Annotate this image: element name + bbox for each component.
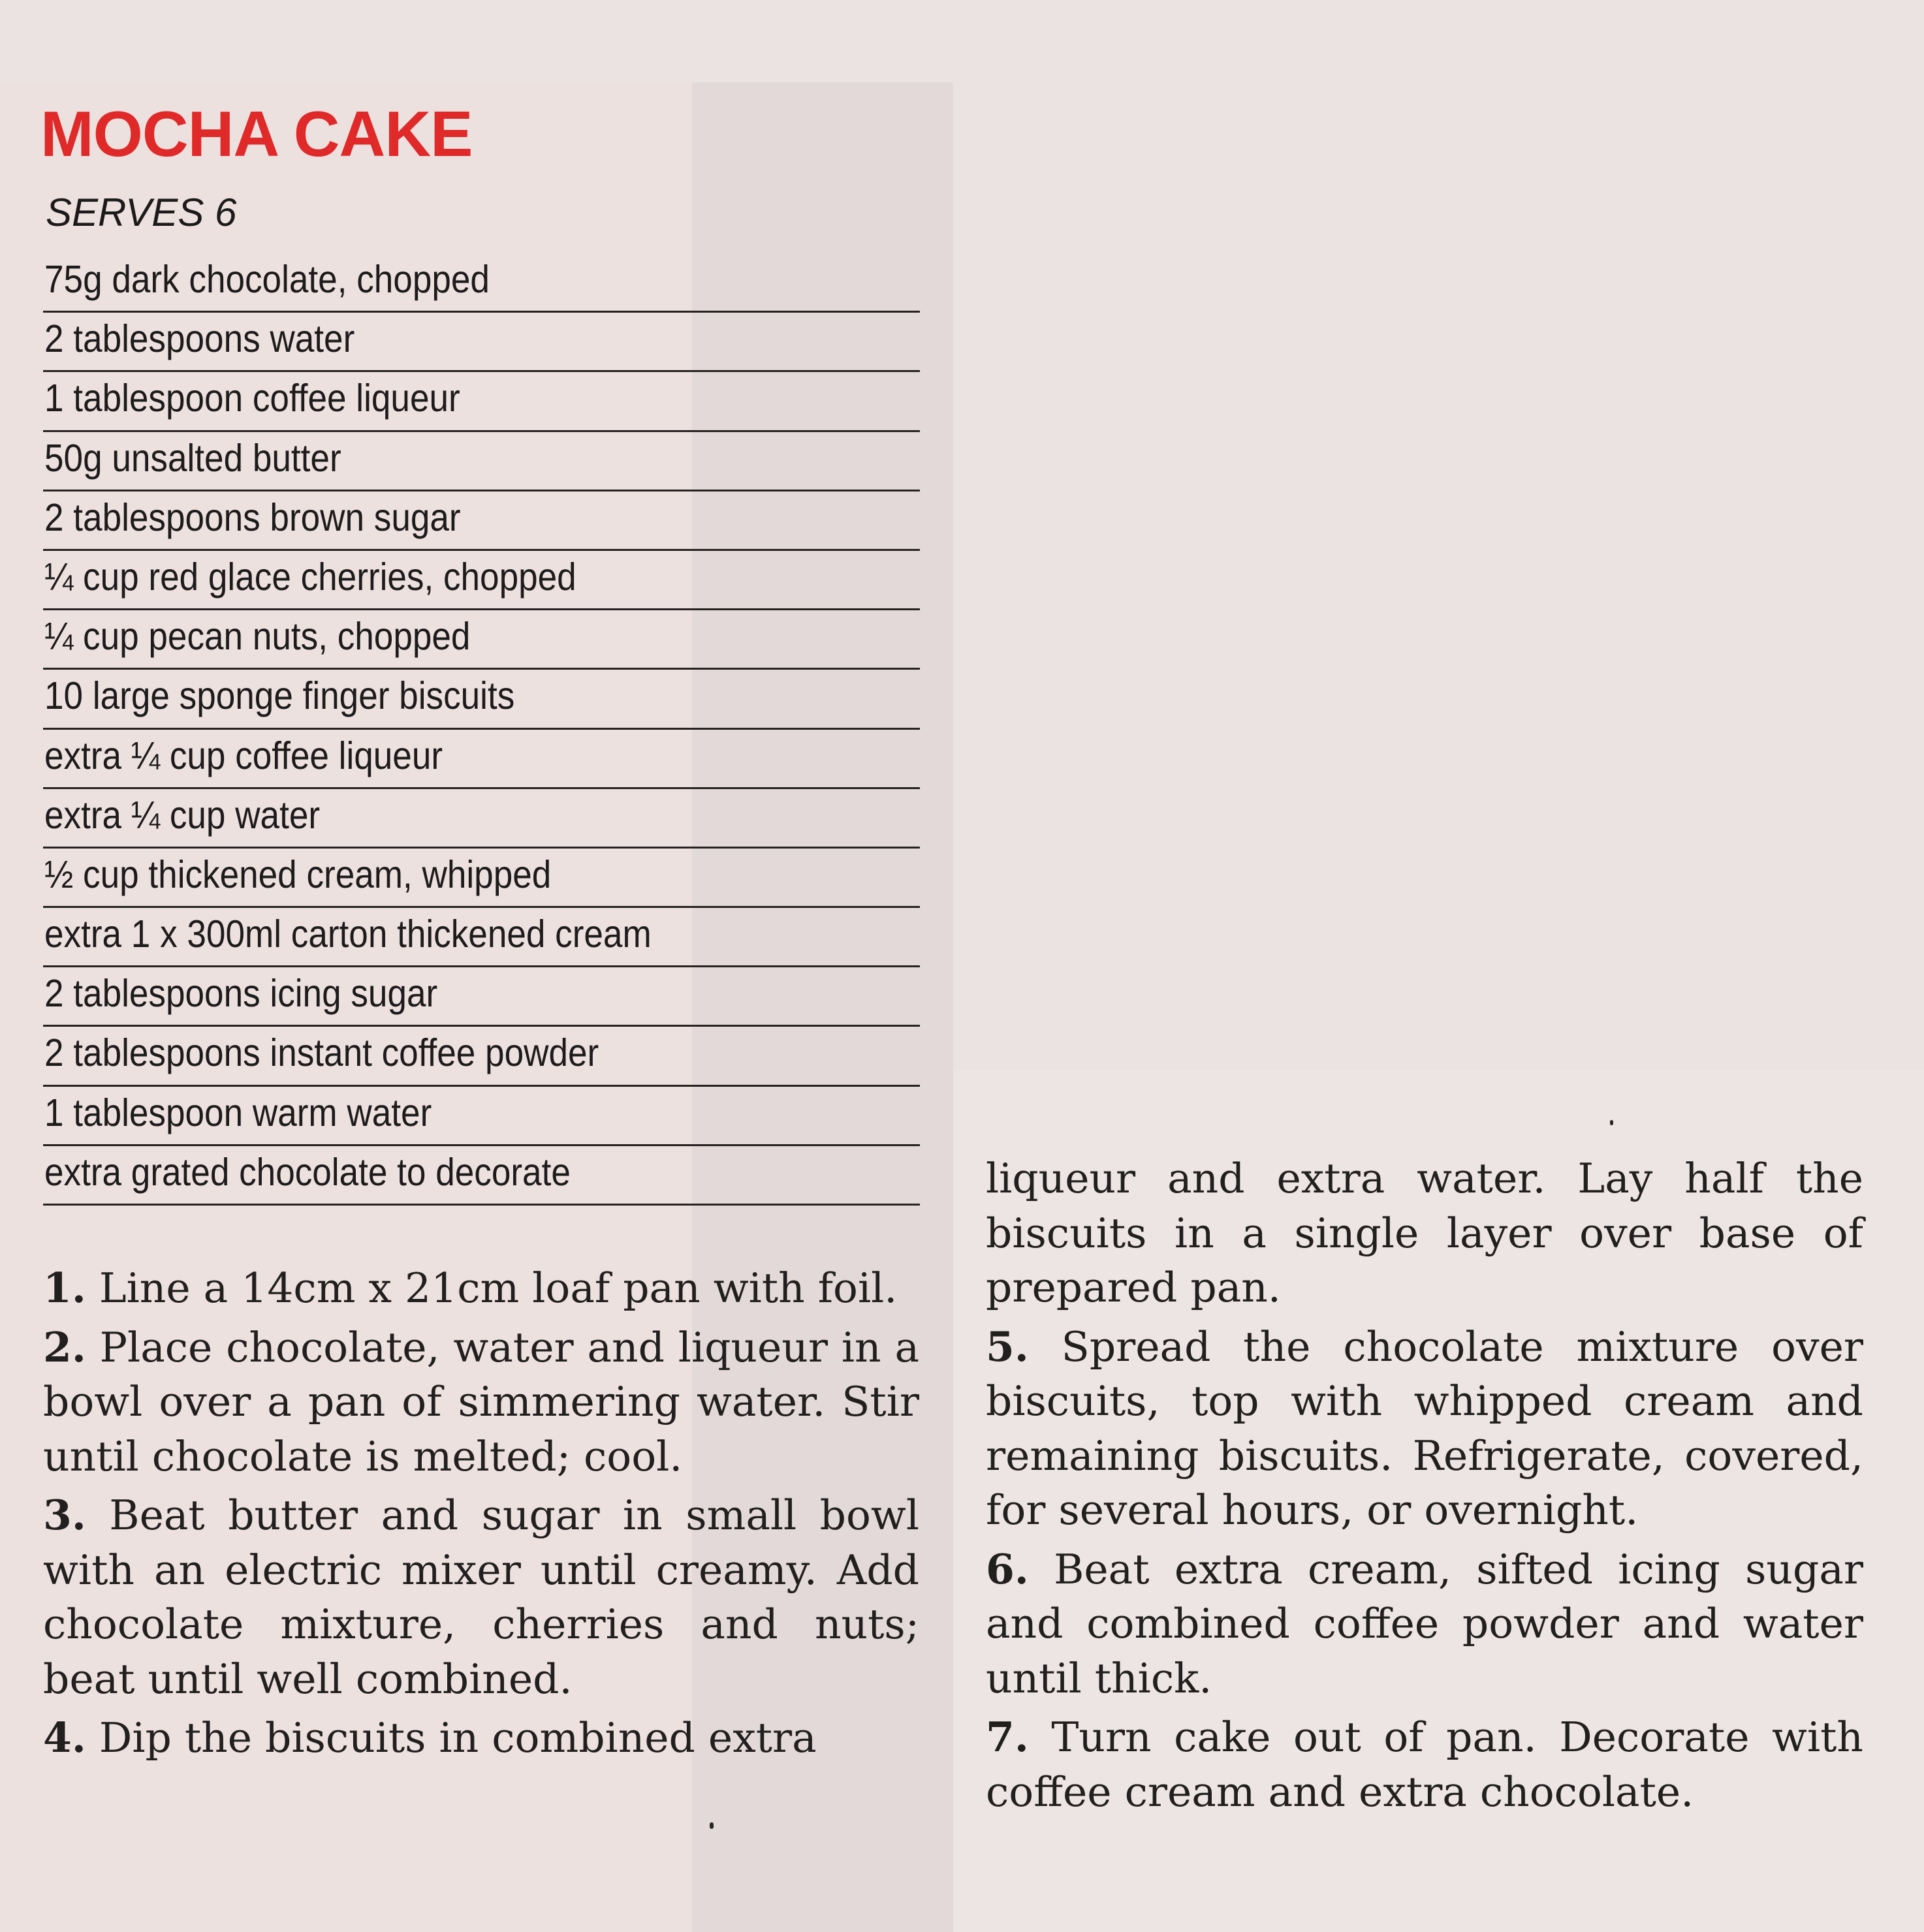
ingredient-item [43, 313, 920, 372]
ingredient-item [43, 908, 920, 967]
method-column-left [43, 1261, 919, 1770]
ingredient-item [43, 1027, 920, 1086]
ingredient-text: 2 tablespoons icing sugar [44, 972, 438, 1016]
ingredient-item [43, 1087, 920, 1146]
ingredient-text: 2 tablespoons water [44, 317, 355, 361]
step-text: Turn cake out of pan. Decorate with coffee cream and extra chocolate. [986, 1713, 1863, 1816]
ingredient-text: 2 tablespoons brown sugar [44, 495, 461, 539]
ingredient-item [43, 849, 920, 908]
method-step [986, 1542, 1863, 1706]
ingredient-text: extra 1 x 300ml carton thickened cream [44, 912, 652, 956]
step-text: Spread the chocolate mixture over biscuits, top with whipped cream and remaining biscuits. Refrigerate, covered, for several hours, or overnight. [986, 1322, 1863, 1534]
step-number: 3. [43, 1491, 86, 1539]
ingredient-text: 75g dark chocolate, chopped [44, 258, 490, 301]
step-number: 2. [43, 1322, 86, 1371]
step-number: 4. [43, 1713, 86, 1762]
ingredient-text: extra grated chocolate to decorate [44, 1150, 571, 1194]
method-step [43, 1261, 919, 1316]
step-text: Beat butter and sugar in small bowl with an electric mixer until creamy. Add chocolate mixture, cherries and nuts; beat until well combined. [43, 1491, 919, 1703]
ingredient-text: extra ¼ cup water [44, 793, 321, 837]
step-text: Dip the biscuits in combined extra [99, 1714, 817, 1762]
method-column-right [986, 1151, 1863, 1824]
step-number: 7. [986, 1713, 1029, 1761]
ingredient-item [43, 551, 920, 610]
recipe-title: MOCHA CAKE [40, 98, 473, 170]
ingredient-item [43, 967, 920, 1027]
method-step [986, 1710, 1863, 1819]
step-text: Place chocolate, water and liqueur in a bowl over a pan of simmering water. Stir until chocolate is melted; cool. [43, 1323, 919, 1480]
ingredient-text: extra ¼ cup coffee liqueur [44, 734, 443, 777]
step-number: 6. [986, 1544, 1029, 1593]
ingredient-text: 1 tablespoon warm water [44, 1091, 432, 1134]
ingredient-text: 1 tablespoon coffee liqueur [44, 377, 460, 420]
print-speck [1610, 1120, 1613, 1125]
method-step [43, 1488, 919, 1706]
ingredient-text: ½ cup thickened cream, whipped [44, 852, 552, 896]
ingredient-list [43, 253, 920, 1206]
method-step [43, 1320, 919, 1484]
ingredient-item [43, 1146, 920, 1206]
ingredient-item [43, 670, 920, 729]
ingredient-item [43, 491, 920, 551]
step-number: 1. [43, 1264, 86, 1312]
ingredient-text: 10 large sponge finger biscuits [44, 674, 515, 718]
ingredient-text: 2 tablespoons instant coffee powder [44, 1031, 599, 1075]
ingredient-item [43, 432, 920, 491]
ingredient-item [43, 253, 920, 313]
step-text: Beat extra cream, sifted icing sugar and combined coffee powder and water until thick. [986, 1545, 1863, 1702]
method-step [986, 1151, 1863, 1315]
serves-label: SERVES 6 [46, 191, 237, 234]
ingredient-item [43, 372, 920, 431]
step-text: liqueur and extra water. Lay half the biscuits in a single layer over base of prepared pan. [986, 1155, 1863, 1311]
step-text: Line a 14cm x 21cm loaf pan with foil. [99, 1264, 898, 1312]
method-step [43, 1711, 919, 1766]
ingredient-item [43, 610, 920, 670]
ingredient-item [43, 789, 920, 849]
method-step [986, 1320, 1863, 1538]
ingredient-text: ¼ cup pecan nuts, chopped [44, 615, 471, 659]
step-number: 5. [986, 1322, 1029, 1371]
print-speck [710, 1822, 714, 1829]
ingredient-item [43, 730, 920, 789]
ingredient-text: 50g unsalted butter [44, 436, 341, 480]
ingredient-text: ¼ cup red glace cherries, chopped [44, 555, 576, 599]
